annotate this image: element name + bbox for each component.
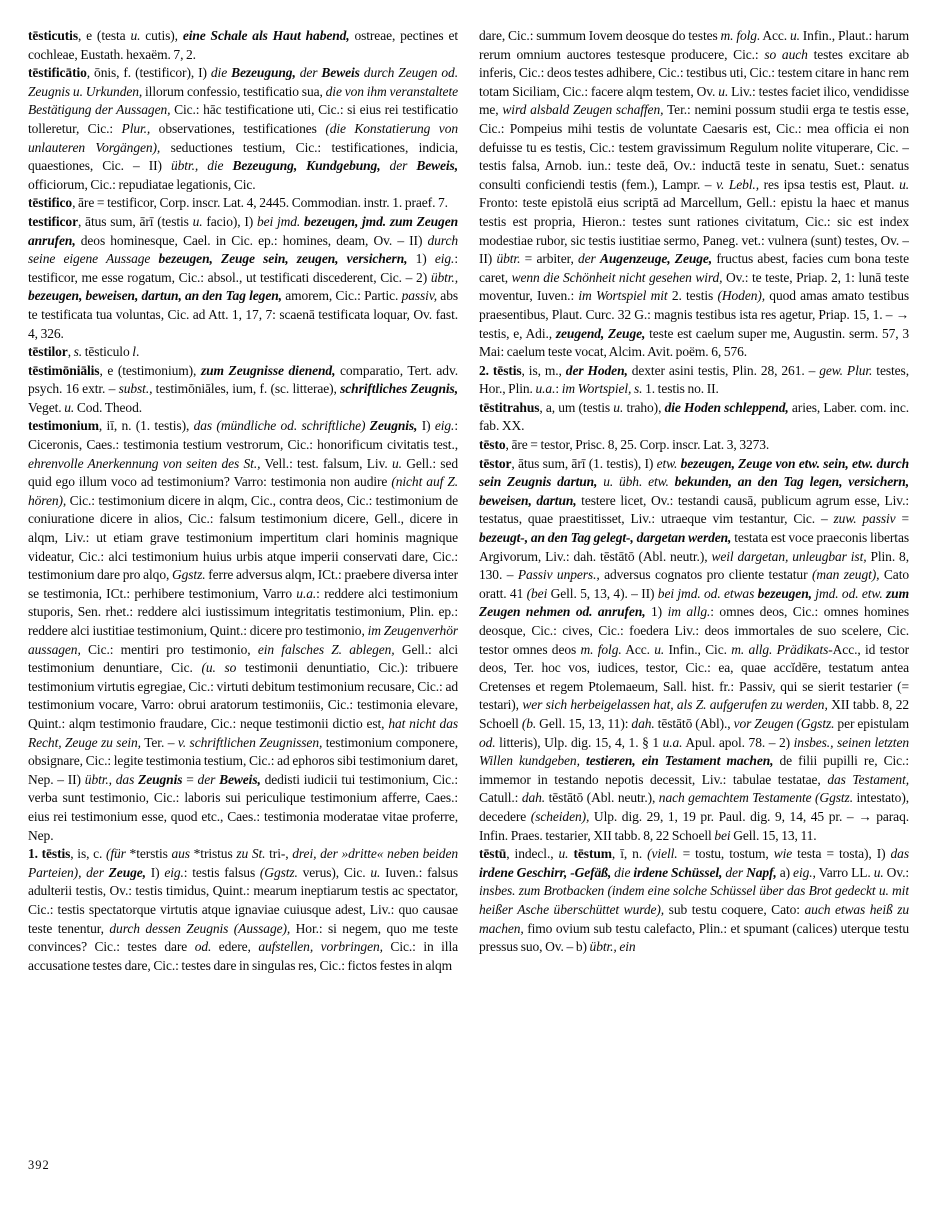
entry-testicutis: tēsticutis, e (testa u. cutis), eine Schale als Haut habend, ostreae, pectines et cochleae, Eustath. hexaëm. 7, 2. [28, 28, 458, 62]
right-column [479, 27, 909, 1159]
entry-testis-1: 1. tēstis, is, c. (für *terstis aus *tristus zu St. tri-, drei, der »dritte« neben beiden Parteien), der Zeuge, I) eig.: testis falsus (Ggstz. verus), Cic. u. Iuven.: falsus adulterii testis, Ov.: testis timidus, Quint.: mearum ineptiarum testis ac spectator, Cic.: testis spectatorque virtutis atque ignaviae cuiusque adest, Liv.: quo causae teste tenentur, durch dessen Zeugnis (Aussage), Hor.: si negem, quo me teste convinces? Cic.: testes dare od. edere, aufstellen, vorbringen, Cic.: in illa accusatione testes dare, Cic.: testes dare in singulas res, Cic.: fictos festes in alqm [28, 846, 458, 973]
entry-testitrahus: tēstitrahus, a, um (testis u. traho), die Hoden schleppend, aries, Laber. com. inc. fab. XX. [479, 399, 909, 434]
entry-testis-1-continued: dare, Cic.: summum Iovem deosque do testes m. folg. Acc. u. Infin., Plaut.: harum rerum omnium auctores testesque producere, Cic.: so auch testes excitare ab inferis, Cic.: deos testes adhibere, Cic.: testibus uti, Cic.: testem citare in hanc rem totam Siciliam, Cic.: facere alqm testem, Ov. u. Liv.: testes faciet ilico, vendidisse me, wird alsbald Zeugen schaffen, Ter.: nemini possum studii erga te testis esse, Cic.: Pompeius mihi testis de voluntate Caesaris est, Cic.: mea officia ei non defuisse tu es testis, Cic.: testem gravissimum Regulum nolite vituperare, Cic. – testis falsa, Arnob. iun.: teste deā, Ov.: inductā teste in senatu, Suet.: senatus consulti conficiendi testis (fem.), Lampr. – v. Lebl., res ipsa testis est, Plaut. u. Fronto: teste epistolā eius scriptā ad Marcellum, Gell.: epistu la haec et manus testis est propria, Hieron.: testes sunt rationes civitatum, Cic.: sic est index modestiae rubor, sic testis iustitiae sermo, Paneg. vet.: vulnera (sunt) testes, Ov. – II) übtr. = arbiter, der Augenzeuge, Zeuge, fructus abest, facies cum bona teste caret, wenn die Schönheit nicht gesehen wird, Ov.: te teste, Priap. 2, 1: lunā teste moventur, Iuven.: im Wortspiel mit 2. testis (Hoden), quod amas amato testibus praesentibus, Plaut. Curc. 32 G.: magnis testibus ista res agetur, Priap. 15, 1. – → testis, e, Adi., zeugend, Zeuge, teste est caelum super me, Augustin. serm. 57, 3 Mai: caelum teste vocat, Alcim. Avit. poëm. 6, 576. [479, 28, 909, 360]
entry-testis-2: 2. tēstis, is, m., der Hoden, dexter asini testis, Plin. 28, 261. – gew. Plur. testes, Hor., Plin. u.a.: im Wortspiel, s. 1. testis no. II. [479, 362, 909, 397]
entry-testifico: tēstifico, āre = testificor, Corp. inscr. Lat. 4, 2445. Commodian. instr. 1. praef. 7. [28, 195, 448, 211]
entry-testimonium: testimonium, iī, n. (1. testis), das (mündliche od. schriftliche) Zeugnis, I) eig.: Ciceronis, Caes.: testimonia testium vestrorum, Cic.: honorificum civitatis test., ehrenvolle Anerkennung von seiten des St., Vell.: test. falsum, Liv. u. Gell.: sed quid ego illum voco ad testimonium? Varro: testimonia non audire (nicht auf Z. hören), Cic.: testimonium dicere in alqm, Cic., contra deos, Cic.: testimonium de coniuratione dicere in alios, Cic.: falsum testimonium dicere, Gell., dicere in alqm, Liv.: ut etiam grave testimonium impertitum clari hominis magnique videatur, Cic.: alci testimonium huius urbis atque imperii conservati dare, Cic.: testimonium dare pro alqo, Ggstz. ferre adversus alqm, ICt.: praebere diversa inter se testimonia, ICt.: perhibere testimonium, Varro u.a.: reddere alci testimonium stuporis, Sen. rhet.: reddere alci iustissimum integritatis testimonium, Plin. ep.: reddere alci iustitiae testimonium, Quint.: dicere pro testimonio, im Zeugenverhör aussagen, Cic.: mentiri pro testimonio, ein falsches Z. ablegen, Gell.: alci testimonium denuntiare, Cic. (u. so testimonii denuntiatio, Cic.): tribuere testimonium virtutis egregiae, Cic.: virtuti debitum testimonium recusare, Cic.: ad testimonium vocare, Varro: obrui aratorum testimoniis, Cic.: testimonia elevare, Quint.: alqm testimonio fraudare, Cic.: neque testimonii dictio est, hat nicht das Recht, Zeuge zu sein, Ter. – v. schriftlichen Zeugnissen, testimonium componere, obsignare, Cic.: legite testimonia testium, Cic.: ad ephoros sibi testimonium daret, Nep. – II) übtr., das Zeugnis = der Beweis, dedisti iudicii tui testimonium, Cic.: verba sunt testimonio, Cic.: laboris sui periculique testimonium afferre, Caes.: eius rei testimonium esse, quod etc., Caes.: testimonia moderatae vitae proferre, Nep. [28, 418, 458, 843]
left-column [28, 27, 458, 1159]
entry-testilor: tēstilor, s. tēsticulo l. [28, 344, 140, 360]
page-number: 392 [28, 1158, 50, 1172]
entry-testificor: testificor, ātus sum, ārī (testis u. facio), I) bei jmd. bezeugen, jmd. zum Zeugen anrufen, deos hominesque, Cael. in Cic. ep.: homines, deam, Ov. – II) durch seine eigene Aussage bezeugen, Zeuge sein, zeugen, versichern, 1) eig.: testificor, me esse rogatum, Cic.: absol., ut testificati discederent, Cic. – 2) übtr., bezeugen, beweisen, dartun, an den Tag legen, amorem, Cic.: Partic. passiv, abs te testificata tua voluntas, Cic. ad Att. 1, 17, 7: scaenā testificata loquar, Ov. fast. 4, 326. [28, 213, 458, 341]
entry-testu: tēstū, indecl., u. tēstum, ī, n. (viell. = tostu, tostum, wie testa = tosta), I) das irdene Geschirr, -Gefäß, die irdene Schüssel, der Napf, a) eig., Varro LL. u. Ov.: insbes. zum Brotbacken (indem eine solche Schüssel über das Brot gedeckt u. mit heißer Asche überschüttet wurde), sub testu coquere, Cato: auch etwas heiß zu machen, fimo ovium sub testu calefacto, Plin.: et spumant (calices) uterque testu pressus suo, Ov. – b) übtr., ein [479, 846, 909, 955]
entry-testificatio: tēstificātio, ōnis, f. (testificor), I) die Bezeugung, der Beweis durch Zeugen od. Zeugnis u. Urkunden, illorum confessio, testificatio sua, die von ihm veranstaltete Bestätigung der Aussagen, Cic.: hāc testificatione uti, Cic.: si eius rei testificatio tolleretur, Cic.: Plur., observationes, testificationes (die Konstatierung von unlauteren Vorgängen), seductiones testium, Cic.: testificationes, indicia, quaestiones, Cic. – II) übtr., die Bezeugung, Kundgebung, der Beweis, officiorum, Cic.: repudiatae legationis, Cic. [28, 65, 458, 192]
entry-testo: tēsto, āre = testor, Prisc. 8, 25. Corp. inscr. Lat. 3, 3273. [479, 437, 770, 453]
entry-testimonialis: tēstimōniālis, e (testimonium), zum Zeugnisse dienend, comparatio, Tert. adv. psych. 16 extr. – subst., testimōniāles, ium, f. (sc. litterae), schriftliches Zeugnis, Veget. u. Cod. Theod. [28, 362, 458, 415]
entry-testor: tēstor, ātus sum, ārī (1. testis), I) etw. bezeugen, Zeuge von etw. sein, etw. durch sein Zeugnis dartun, u. übh. etw. bekunden, an den Tag legen, versichern, beweisen, dartun, testere licet, Ov.: testandi causā, publicum agrum esse, Liv.: testatus, quae praestitisset, Liv.: utraeque vim testantur, Cic. – zuw. passiv = bezeugt-, an den Tag gelegt-, dargetan werden, testata est voce praeconis libertas Argivorum, Liv.: dah. tēstātō (Abl. neutr.), weil dargetan, unleugbar ist, Plin. 8, 130. – Passiv unpers., adversus cognatos pro cliente testatur (man zeugt), Cato oratt. 41 (bei Gell. 5, 13, 4). – II) bei jmd. od. etwas bezeugen, jmd. od. etw. zum Zeugen nehmen od. anrufen, 1) im allg.: omnes deos, Cic.: omnes homines deosque, Cic.: cives, Cic.: foedera Liv.: deos immortales de suo scelere, Cic. testor omnes deos m. folg. Acc. u. Infin., Cic. m. allg. Prädikats-Acc., id testor deos, Ter. hoc vos, iudices, testor, Cic.: ea, quae accĭdēre, testatum antea Cretenses et regem Ptolemaeum, Sall. hist. fr.: Passiv, qui se sierit testarier (= testari), wer sich herbeigelassen hat, als Z. aufgerufen zu werden, XII tabb. 8, 22 Schoell (b. Gell. 15, 13, 11): dah. tēstātō (Abl)., vor Zeugen (Ggstz. per epistulam od. litteris), Ulp. dig. 15, 4, 1. § 1 u.a. Apul. apol. 78. – 2) insbes., seinen letzten Willen kundgeben, testieren, ein Testament machen, de filii pupilli re, Cic.: immemor in testando nepotis decessit, Liv.: tabulae testatae, das Testament, Catull.: dah. tēstātō (Abl. neutr.), nach gemachtem Testamente (Ggstz. intestato), decedere (scheiden), Ulp. dig. 29, 1, 19 pr. Paul. dig. 9, 14, 45 pr. – → paraq. Infin. Praes. testarier, XII tabb. 8, 22 Schoell bei Gell. 15, 13, 11. [479, 455, 909, 843]
